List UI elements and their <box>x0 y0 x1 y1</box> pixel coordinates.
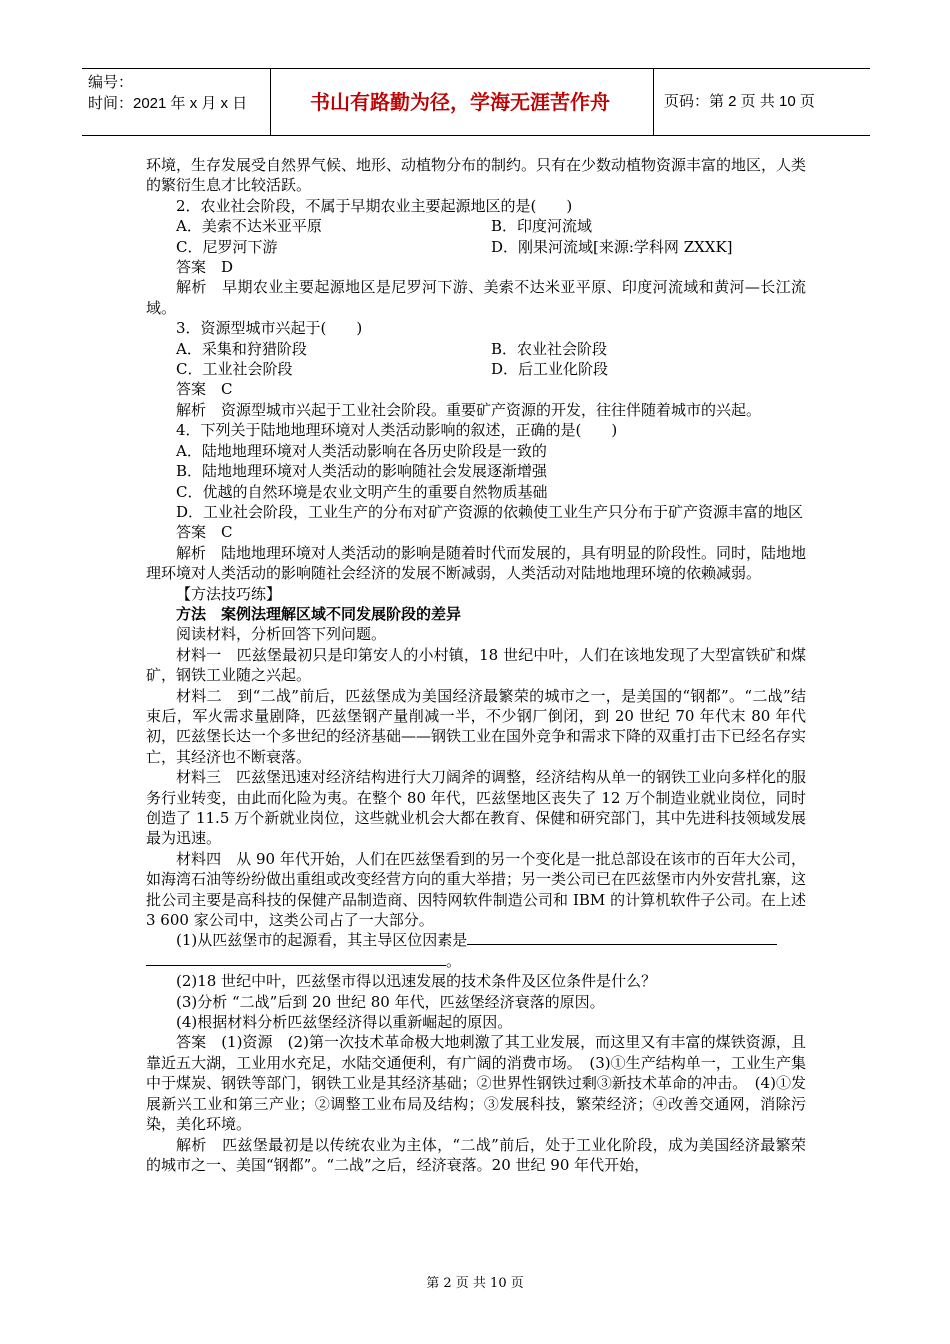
options-row <box>146 359 806 379</box>
sub-question-4: (4)根据材料分析匹兹堡经济得以重新崛起的原因。 <box>176 1013 513 1032</box>
option-d: D．后工业化阶段 <box>491 360 609 379</box>
paragraph: 环境，生存发展受自然界气候、地形、动植物分布的制约。只有在少数动植物资源丰富的地区，人类的繁衍生息才比较活跃。 <box>146 156 807 195</box>
options-row <box>146 339 806 359</box>
option-d: D．刚果河流域[来源:学科网 ZXXK] <box>491 237 733 256</box>
question-3: 3．资源型城市兴起于( ) <box>176 319 363 338</box>
header-motto: 书山有路勤为径，学海无涯苦作舟 <box>310 90 610 114</box>
page-footer: 第 2 页 共 10 页 <box>426 1276 524 1291</box>
option-c: C．尼罗河下游 <box>176 237 278 256</box>
answer: 答案 C <box>176 380 233 399</box>
method-tag: 【方法技巧练】 <box>176 584 282 603</box>
option-c: C．优越的自然环境是农业文明产生的重要自然物质基础 <box>176 482 548 501</box>
header-divider <box>653 68 654 136</box>
options-row <box>146 237 806 257</box>
sub-question-2: (2)18 世纪中叶，匹兹堡市得以迅速发展的技术条件及区位条件是什么？ <box>176 972 657 991</box>
page-header <box>82 68 870 136</box>
answer: 答案 C <box>176 523 233 542</box>
explanation: 解析 资源型城市兴起于工业社会阶段。重要矿产资源的开发，往往伴随着城市的兴起。 <box>176 400 762 419</box>
material-4: 材料四 从 90 年代开始，人们在匹兹堡看到的另一个变化是一批总部设在该市的百年大公司，如海湾石油等纷纷做出重组或改变经营方向的重大举措；另一类公司已在匹兹堡市内外安营扎寨，这批公司主要是高科技的保健产品制造商、因特网软件制造公司和 IBM 的计算机软件子公司。在上述 3 600 家公司中，这类公司占了一大部分。 <box>146 849 807 930</box>
option-c: C．工业社会阶段 <box>176 360 293 379</box>
number-label: 编号： <box>88 74 134 91</box>
answer: 答案 (1)资源 (2)第一次技术革命极大地刺激了其工业发展，而这里又有丰富的煤铁资源，且靠近五大湖，工业用水充足，水陆交通便利，有广阔的消费市场。 (3)①生产结构单一，工业生产集中于煤炭、钢铁等部门，钢铁工业是其经济基础；②世界性钢铁过剩③新技术革命的冲击。 (4)①发展新兴工业和第三产业；②调整工业布局及结构；③发展科技，繁荣经济；④改善交通网，消除污染，美化环境。 <box>146 1033 806 1134</box>
answer-blank <box>467 930 777 945</box>
page-indicator: 页码：第 2 页 共 10 页 <box>664 93 815 110</box>
sub-question-1-text: (1)从匹兹堡市的起源看，其主导区位因素是 <box>176 931 468 950</box>
options-row <box>146 216 806 236</box>
answer-blank <box>146 951 446 966</box>
option-a: A．陆地地理环境对人类活动影响在各历史阶段是一致的 <box>176 441 547 460</box>
header-meta <box>88 72 247 114</box>
time-label: 时间：2021 年 x 月 x 日 <box>88 95 248 112</box>
material-1: 材料一 匹兹堡最初只是印第安人的小村镇，18 世纪中叶，人们在该地发现了大型富铁矿和煤矿，钢铁工业随之兴起。 <box>146 645 806 685</box>
question-2: 2．农业社会阶段，不属于早期农业主要起源地区的是( ) <box>176 196 573 215</box>
material-3: 材料三 匹兹堡迅速对经济结构进行大刀阔斧的调整，经济结构从单一的钢铁工业向多样化的服务行业转变，由此而化险为夷。在整个 80 年代，匹兹堡地区丧失了 12 万个制造业就业岗位，同时创造了 11.5 万个新就业岗位，这些就业机会大都在教育、保健和研究部门，其中先进科技领域发展最为迅速。 <box>146 768 807 848</box>
reading-intro: 阅读材料，分析回答下列问题。 <box>176 625 387 644</box>
explanation: 解析 早期农业主要起源地区是尼罗河下游、美索不达米亚平原、印度河流域和黄河—长江流域。 <box>146 278 806 317</box>
option-d: D．工业社会阶段，工业生产的分布对矿产资源的依赖使工业生产只分布于矿产资源丰富的地区 <box>176 502 804 521</box>
option-b: B．陆地地理环境对人类活动的影响随社会发展逐渐增强 <box>176 462 548 481</box>
answer: 答案 D <box>176 258 234 277</box>
method-title: 方法 案例法理解区域不同发展阶段的差异 <box>176 604 462 623</box>
sub-question-1-continued <box>146 951 806 971</box>
option-a: A．美索不达米亚平原 <box>176 217 322 236</box>
explanation: 解析 匹兹堡最初是以传统农业为主体，“二战”前后，处于工业化阶段，成为美国经济最繁荣的城市之一、美国“钢都”。“二战”之后，经济衰落。20 世纪 90 年代开始， <box>146 1135 806 1174</box>
sub-question-1-end: 。 <box>446 951 462 970</box>
sub-question-3: (3)分析 “二战”后到 20 世纪 80 年代，匹兹堡经济衰落的原因。 <box>176 992 605 1011</box>
option-b: B．农业社会阶段 <box>491 339 608 358</box>
explanation: 解析 陆地地理环境对人类活动的影响是随着时代而发展的，具有明显的阶段性。同时，陆地地理环境对人类活动的影响随社会经济的发展不断减弱，人类活动对陆地地理环境的依赖减弱。 <box>146 543 807 583</box>
sub-question-1 <box>146 930 806 950</box>
option-b: B．印度河流域 <box>491 217 593 236</box>
material-2: 材料二 到“二战”前后，匹兹堡成为美国经济最繁荣的城市之一，是美国的“钢都”。“二战”结束后，军火需求量剧降，匹兹堡钢产量削减一半，不少钢厂倒闭，到 20 世纪 70 年代末 80 年代初，匹兹堡长达一个多世纪的经济基础——钢铁工业在国外竞争和需求下降的双重打击下已经名存实亡，其经济也不断衰落。 <box>146 686 807 766</box>
question-4: 4．下列关于陆地地理环境对人类活动影响的叙述，正确的是( ) <box>176 421 618 440</box>
header-divider <box>270 68 271 136</box>
document-body <box>146 155 806 1175</box>
option-a: A．采集和狩猎阶段 <box>176 339 307 358</box>
